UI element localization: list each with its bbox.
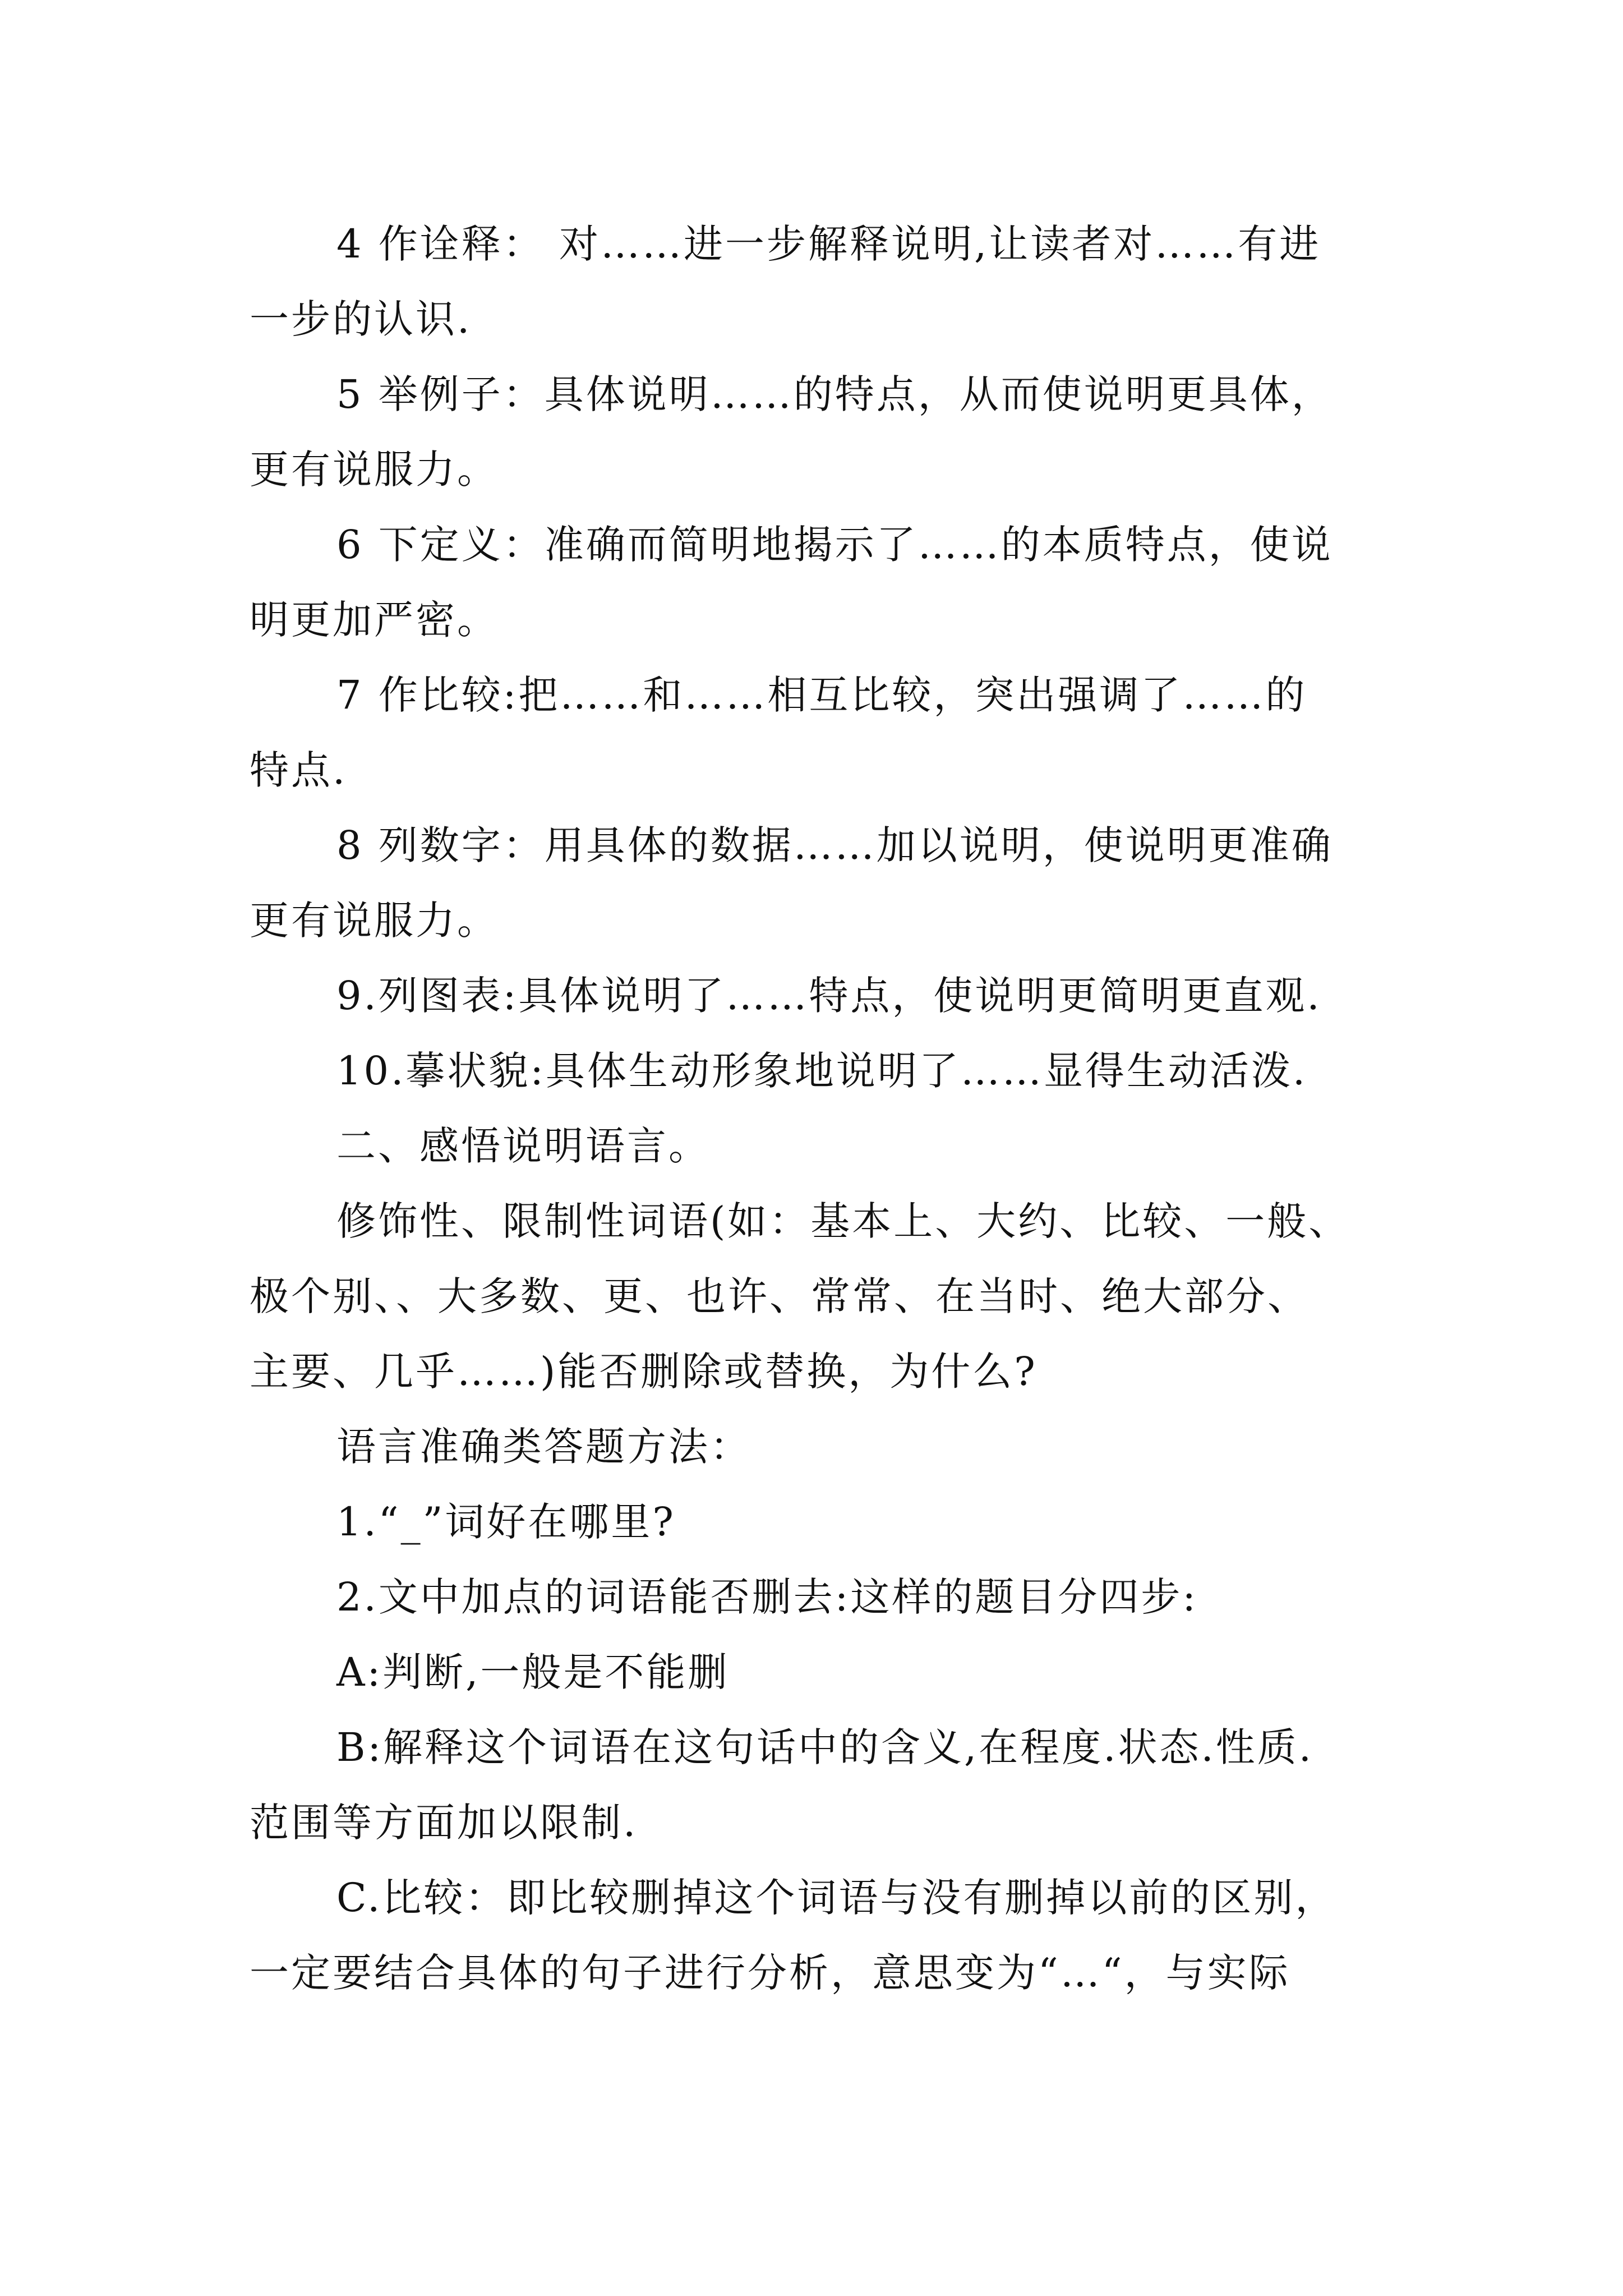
text-line: 主要、几乎……)能否删除或替换，为什么? (250, 1349, 1038, 1395)
text-line: C.比较：即比较删掉这个词语与没有删掉以前的区别， (336, 1875, 1337, 1921)
text-line: 明更加严密。 (250, 597, 499, 643)
text-line: 7 作比较:把……和……相互比较，突出强调了……的 (336, 672, 1307, 718)
text-line: 范围等方面加以限制. (250, 1800, 638, 1846)
text-line: 5 举例子：具体说明……的特点，从而使说明更具体， (336, 371, 1333, 417)
text-line: B:解释这个词语在这句话中的含义,在程度.状态.性质. (336, 1724, 1314, 1770)
text-line: 修饰性、限制性词语(如：基本上、大约、比较、一般、 (336, 1198, 1350, 1244)
text-line: 10.摹状貌:具体生动形象地说明了……显得生动活泼. (336, 1048, 1308, 1094)
text-line: 极个别、、大多数、更、也许、常常、在当时、绝大部分、 (250, 1273, 1309, 1319)
text-line: 一步的认识. (250, 296, 472, 342)
text-line: 1.“_”词好在哪里? (336, 1499, 676, 1545)
text-line: 一定要结合具体的句子进行分析，意思变为“…“，与实际 (250, 1950, 1290, 1996)
text-line: 更有说服力。 (250, 898, 499, 944)
text-line: A:判断,一般是不能删 (336, 1649, 730, 1695)
text-line: 更有说服力。 (250, 447, 499, 493)
text-line: 语言准确类答题方法： (336, 1424, 751, 1470)
text-line: 8 列数字：用具体的数据……加以说明，使说明更准确 (336, 822, 1333, 868)
section-heading: 二、感悟说明语言。 (336, 1123, 710, 1169)
text-line: 9.列图表:具体说明了……特点，使说明更简明更直观. (336, 973, 1322, 1019)
text-line: 6 下定义：准确而简明地揭示了……的本质特点，使说 (336, 522, 1333, 568)
text-line: 特点. (250, 747, 348, 793)
text-line: 4 作诠释： 对……进一步解释说明,让读者对……有进 (336, 221, 1321, 267)
text-line: 2.文中加点的词语能否删去:这样的题目分四步: (336, 1574, 1198, 1620)
